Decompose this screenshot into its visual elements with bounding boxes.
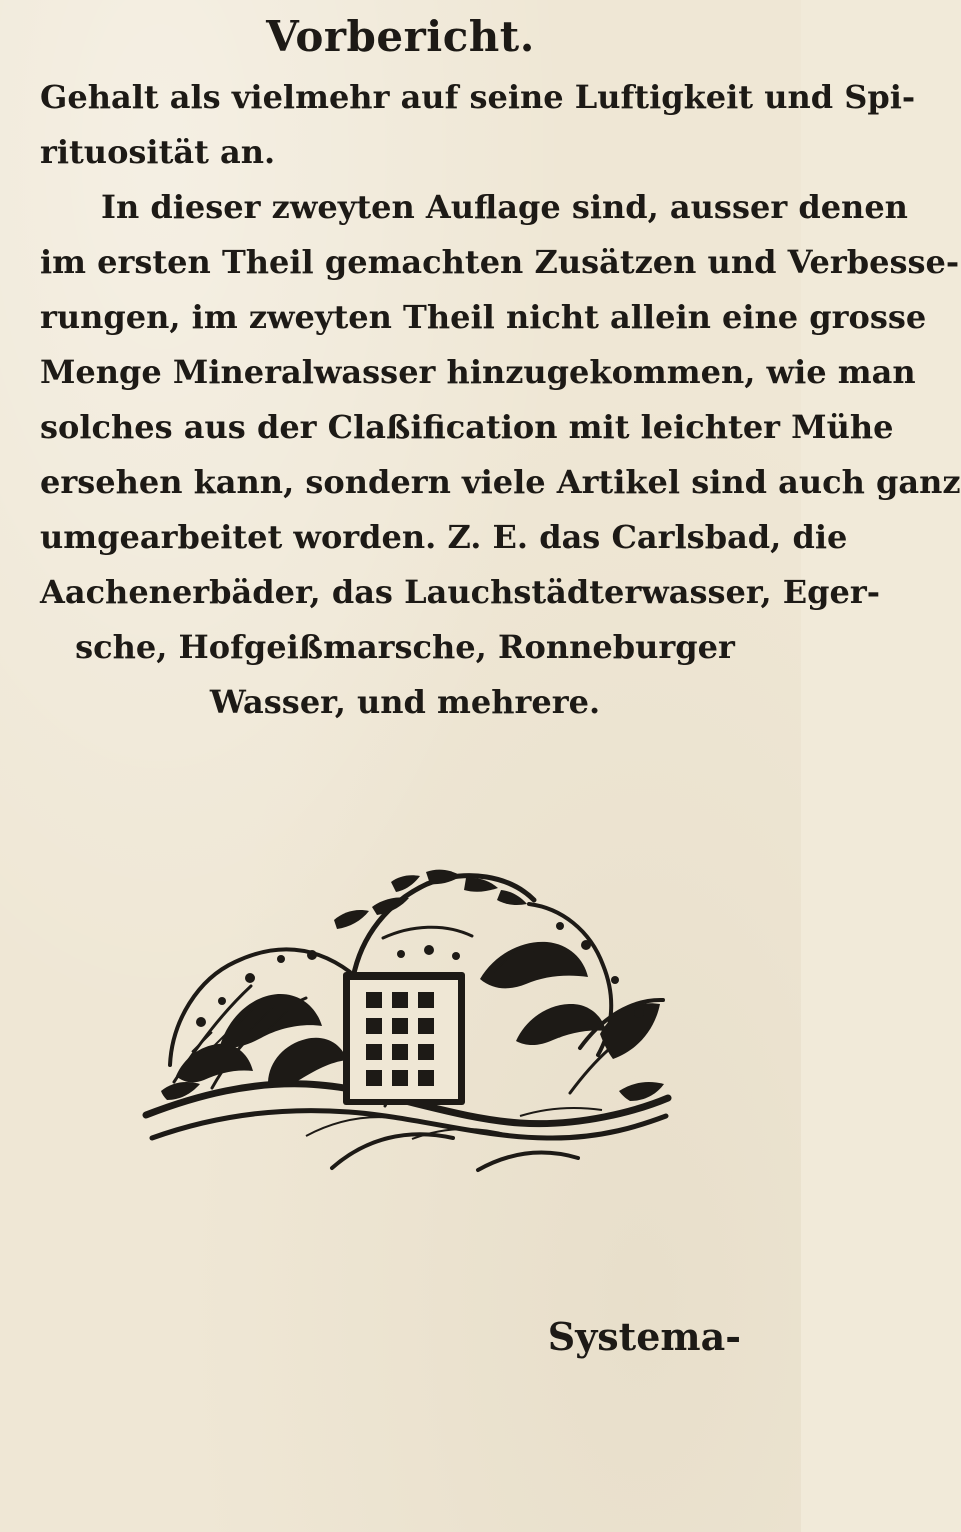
text-line: Wasser, und mehrere. <box>209 683 601 721</box>
text-line: ersehen kann, sondern viele Artikel sind auch ganz <box>40 463 961 501</box>
catchword: Systema- <box>547 1314 741 1359</box>
text-line: rituosität an. <box>40 133 276 171</box>
text-line: Aachenerbäder, das Lauchstädterwasser, Eger- <box>40 573 880 611</box>
text-line: umgearbeitet worden. Z. E. das Carlsbad, die <box>40 518 848 556</box>
text-line: rungen, im zweyten Theil nicht allein eine grosse <box>40 298 927 336</box>
text-line: im ersten Theil gemachten Zusätzen und Verbesse- <box>40 243 960 281</box>
body-text <box>40 70 961 730</box>
text-line: In dieser zweyten Auflage sind, ausser denen <box>101 188 908 226</box>
running-head: Vorbericht. <box>266 12 535 61</box>
text-line: solches aus der Claßification mit leichter Mühe <box>40 408 894 446</box>
woodcut-vignette-icon <box>128 868 684 1198</box>
text-line: sche, Hofgeißmarsche, Ronneburger <box>75 628 735 666</box>
text-line: Menge Mineralwasser hinzugekommen, wie man <box>40 353 916 391</box>
text-line: Gehalt als vielmehr auf seine Luftigkeit und Spi- <box>40 78 916 116</box>
